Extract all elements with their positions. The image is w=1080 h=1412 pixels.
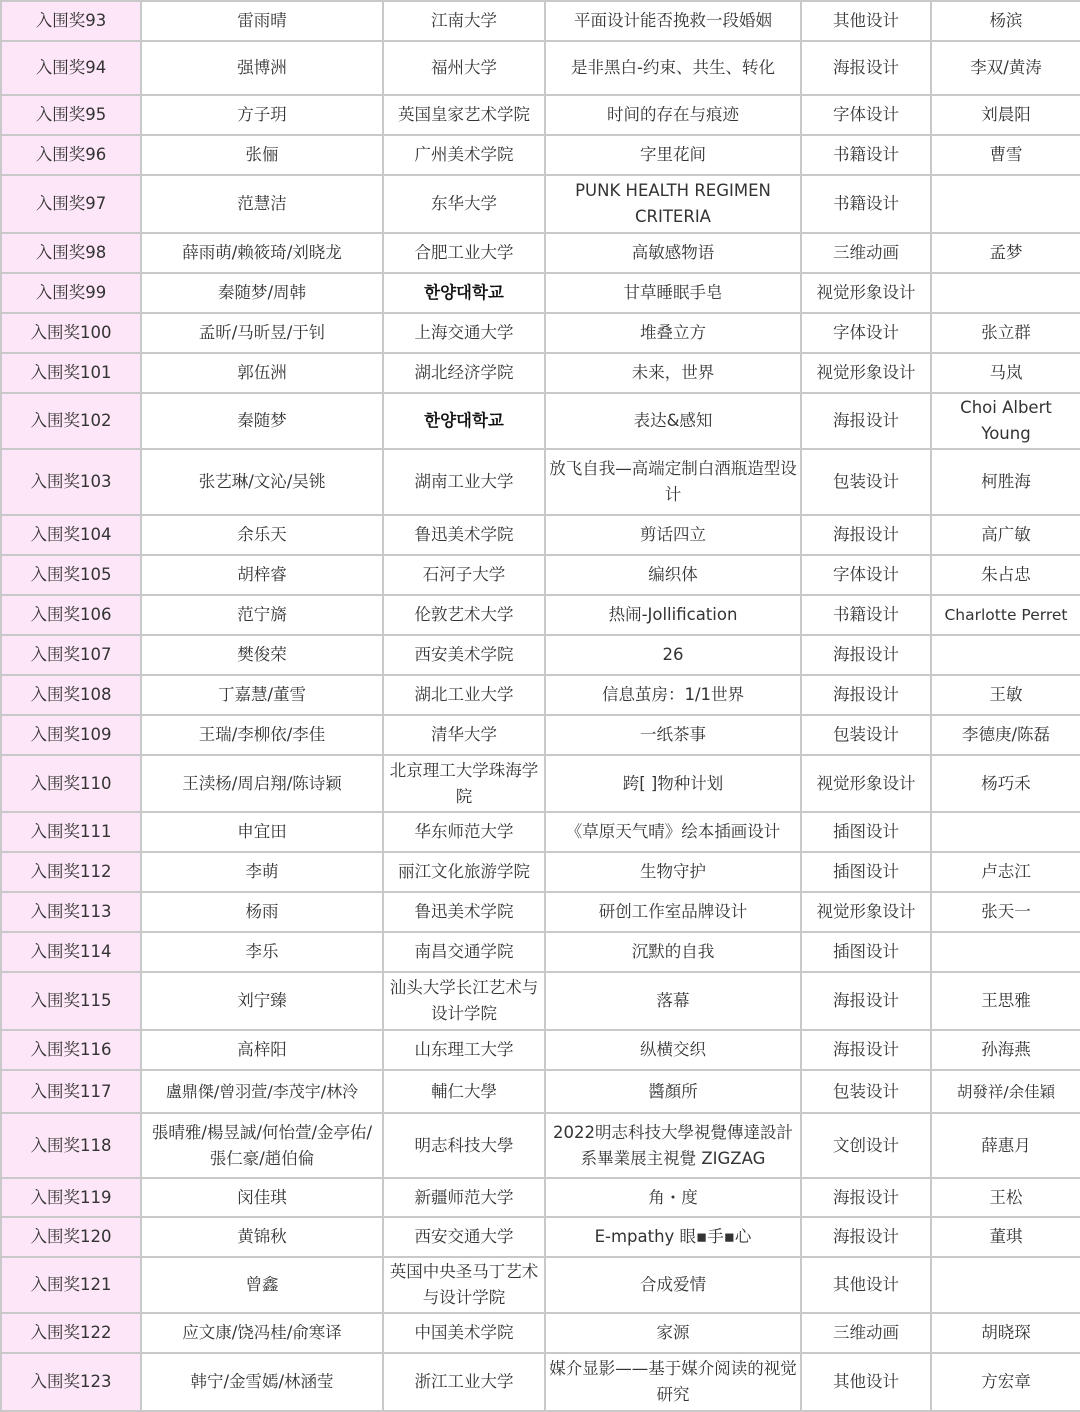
work-title-cell: 跨[ ]物种计划 — [545, 755, 801, 812]
advisor-cell — [931, 635, 1080, 675]
category-cell: 其他设计 — [801, 1, 931, 41]
authors-cell: 刘宁臻 — [141, 972, 383, 1030]
school-cell: 英国皇家艺术学院 — [383, 95, 545, 135]
award-cell: 入围奖110 — [1, 755, 141, 812]
advisor-cell: 张天一 — [931, 892, 1080, 932]
school-cell: 中国美术学院 — [383, 1313, 545, 1353]
award-cell: 入围奖100 — [1, 313, 141, 353]
work-title-cell: 时间的存在与痕迹 — [545, 95, 801, 135]
work-title-cell: 字里花间 — [545, 135, 801, 175]
authors-cell: 郭伍洲 — [141, 353, 383, 393]
authors-cell: 张艺琳/文沁/吴铫 — [141, 449, 383, 515]
authors-cell: 强博洲 — [141, 41, 383, 95]
school-cell: 한양대학교 — [383, 393, 545, 449]
authors-cell: 樊俊荣 — [141, 635, 383, 675]
authors-cell: 王渎杨/周启翔/陈诗颖 — [141, 755, 383, 812]
work-title-cell: 媒介显影——基于媒介阅读的视觉研究 — [545, 1353, 801, 1411]
authors-cell: 方子玥 — [141, 95, 383, 135]
table-row — [1, 635, 1080, 675]
award-cell: 入围奖105 — [1, 555, 141, 595]
school-cell: 湖北经济学院 — [383, 353, 545, 393]
school-cell: 上海交通大学 — [383, 313, 545, 353]
work-title-cell: 家源 — [545, 1313, 801, 1353]
school-cell: 汕头大学长江艺术与设计学院 — [383, 972, 545, 1030]
school-cell: 南昌交通学院 — [383, 932, 545, 972]
school-cell: 西安美术学院 — [383, 635, 545, 675]
table-row — [1, 595, 1080, 635]
award-cell: 入围奖109 — [1, 715, 141, 755]
authors-cell: 盧鼎傑/曾羽萱/李茂宇/林泠 — [141, 1070, 383, 1113]
category-cell: 海报设计 — [801, 1178, 931, 1217]
school-cell: 輔仁大學 — [383, 1070, 545, 1113]
table-row — [1, 1, 1080, 41]
award-cell: 入围奖99 — [1, 273, 141, 313]
work-title-cell: 平面设计能否挽救一段婚姻 — [545, 1, 801, 41]
school-cell: 东华大学 — [383, 175, 545, 233]
work-title-cell: 未来，世界 — [545, 353, 801, 393]
advisor-cell: 薛惠月 — [931, 1113, 1080, 1178]
work-title-cell: 落幕 — [545, 972, 801, 1030]
category-cell: 字体设计 — [801, 95, 931, 135]
work-title-cell: PUNK HEALTH REGIMEN CRITERIA — [545, 175, 801, 233]
category-cell: 三维动画 — [801, 233, 931, 273]
award-cell: 入围奖102 — [1, 393, 141, 449]
table-row — [1, 675, 1080, 715]
award-cell: 入围奖115 — [1, 972, 141, 1030]
authors-cell: 黄锦秋 — [141, 1217, 383, 1257]
school-cell: 华东师范大学 — [383, 812, 545, 852]
advisor-cell — [931, 273, 1080, 313]
school-cell: 英国中央圣马丁艺术与设计学院 — [383, 1257, 545, 1313]
table-row — [1, 852, 1080, 892]
category-cell: 视觉形象设计 — [801, 892, 931, 932]
award-cell: 入围奖123 — [1, 1353, 141, 1411]
school-cell: 鲁迅美术学院 — [383, 892, 545, 932]
school-cell: 鲁迅美术学院 — [383, 515, 545, 555]
table-row — [1, 1070, 1080, 1113]
table-row — [1, 932, 1080, 972]
authors-cell: 秦随梦 — [141, 393, 383, 449]
authors-cell: 杨雨 — [141, 892, 383, 932]
advisor-cell: 董琪 — [931, 1217, 1080, 1257]
work-title-cell: 合成爱情 — [545, 1257, 801, 1313]
work-title-cell: 热闹-Jollification — [545, 595, 801, 635]
work-title-cell: 角・度 — [545, 1178, 801, 1217]
authors-cell: 李乐 — [141, 932, 383, 972]
authors-cell: 胡梓睿 — [141, 555, 383, 595]
work-title-cell: 生物守护 — [545, 852, 801, 892]
advisor-cell: 朱占忠 — [931, 555, 1080, 595]
authors-cell: 雷雨晴 — [141, 1, 383, 41]
table-row — [1, 972, 1080, 1030]
category-cell: 视觉形象设计 — [801, 755, 931, 812]
school-cell: 石河子大学 — [383, 555, 545, 595]
category-cell: 插图设计 — [801, 812, 931, 852]
award-cell: 入围奖106 — [1, 595, 141, 635]
work-title-cell: 甘草睡眠手皂 — [545, 273, 801, 313]
school-cell: 合肥工业大学 — [383, 233, 545, 273]
work-title-cell: E-mpathy 眼▪手▪心 — [545, 1217, 801, 1257]
category-cell: 视觉形象设计 — [801, 273, 931, 313]
award-cell: 入围奖98 — [1, 233, 141, 273]
category-cell: 字体设计 — [801, 313, 931, 353]
authors-cell: 范慧洁 — [141, 175, 383, 233]
advisor-cell: 王敏 — [931, 675, 1080, 715]
work-title-cell: 研创工作室品牌设计 — [545, 892, 801, 932]
table-row — [1, 1353, 1080, 1411]
table-row — [1, 555, 1080, 595]
school-cell: 伦敦艺术大学 — [383, 595, 545, 635]
advisor-cell: 孟梦 — [931, 233, 1080, 273]
award-cell: 入围奖111 — [1, 812, 141, 852]
work-title-cell: 堆叠立方 — [545, 313, 801, 353]
advisor-cell: 杨巧禾 — [931, 755, 1080, 812]
advisor-cell: Charlotte Perret — [931, 595, 1080, 635]
table-row — [1, 393, 1080, 449]
award-cell: 入围奖93 — [1, 1, 141, 41]
table-row — [1, 1217, 1080, 1257]
category-cell: 书籍设计 — [801, 595, 931, 635]
table-row — [1, 1113, 1080, 1178]
category-cell: 海报设计 — [801, 675, 931, 715]
advisor-cell: 曹雪 — [931, 135, 1080, 175]
authors-cell: 余乐天 — [141, 515, 383, 555]
advisor-cell: 张立群 — [931, 313, 1080, 353]
advisor-cell — [931, 932, 1080, 972]
authors-cell: 丁嘉慧/董雪 — [141, 675, 383, 715]
award-cell: 入围奖104 — [1, 515, 141, 555]
advisor-cell: 李德庚/陈磊 — [931, 715, 1080, 755]
authors-cell: 王瑞/李柳依/李佳 — [141, 715, 383, 755]
award-cell: 入围奖97 — [1, 175, 141, 233]
table-row — [1, 1178, 1080, 1217]
authors-cell: 申宜田 — [141, 812, 383, 852]
school-cell: 湖南工业大学 — [383, 449, 545, 515]
work-title-cell: 编织体 — [545, 555, 801, 595]
table-row — [1, 812, 1080, 852]
category-cell: 海报设计 — [801, 635, 931, 675]
table-row — [1, 1030, 1080, 1070]
award-cell: 入围奖103 — [1, 449, 141, 515]
table-row — [1, 135, 1080, 175]
authors-cell: 高梓阳 — [141, 1030, 383, 1070]
award-cell: 入围奖117 — [1, 1070, 141, 1113]
advisor-cell: 高广敏 — [931, 515, 1080, 555]
school-cell: 明志科技大學 — [383, 1113, 545, 1178]
authors-cell: 韩宁/金雪嫣/林涵莹 — [141, 1353, 383, 1411]
category-cell: 海报设计 — [801, 393, 931, 449]
advisor-cell — [931, 1257, 1080, 1313]
award-cell: 入围奖107 — [1, 635, 141, 675]
award-cell: 入围奖119 — [1, 1178, 141, 1217]
authors-cell: 張晴雅/楊昱誠/何怡萱/金亭佑/張仁豪/趙伯倫 — [141, 1113, 383, 1178]
table-row — [1, 449, 1080, 515]
category-cell: 视觉形象设计 — [801, 353, 931, 393]
advisor-cell: 王思雅 — [931, 972, 1080, 1030]
category-cell: 字体设计 — [801, 555, 931, 595]
category-cell: 三维动画 — [801, 1313, 931, 1353]
table-row — [1, 515, 1080, 555]
work-title-cell: 一纸茶事 — [545, 715, 801, 755]
category-cell: 海报设计 — [801, 41, 931, 95]
work-title-cell: 剪话四立 — [545, 515, 801, 555]
category-cell: 包装设计 — [801, 715, 931, 755]
table-row — [1, 313, 1080, 353]
work-title-cell: 信息茧房：1/1世界 — [545, 675, 801, 715]
advisor-cell — [931, 812, 1080, 852]
work-title-cell: 高敏感物语 — [545, 233, 801, 273]
award-cell: 入围奖122 — [1, 1313, 141, 1353]
table-row — [1, 95, 1080, 135]
advisor-cell: 刘晨阳 — [931, 95, 1080, 135]
table-row — [1, 353, 1080, 393]
category-cell: 其他设计 — [801, 1353, 931, 1411]
category-cell: 插图设计 — [801, 932, 931, 972]
award-cell: 入围奖95 — [1, 95, 141, 135]
award-cell: 入围奖116 — [1, 1030, 141, 1070]
category-cell: 书籍设计 — [801, 135, 931, 175]
category-cell: 插图设计 — [801, 852, 931, 892]
table-row — [1, 755, 1080, 812]
advisor-cell: 孙海燕 — [931, 1030, 1080, 1070]
work-title-cell: 醬顏所 — [545, 1070, 801, 1113]
category-cell: 海报设计 — [801, 515, 931, 555]
authors-cell: 李萌 — [141, 852, 383, 892]
category-cell: 海报设计 — [801, 1030, 931, 1070]
award-cell: 入围奖101 — [1, 353, 141, 393]
advisor-cell: 李双/黄涛 — [931, 41, 1080, 95]
school-cell: 新疆师范大学 — [383, 1178, 545, 1217]
category-cell: 书籍设计 — [801, 175, 931, 233]
work-title-cell: 是非黑白-约束、共生、转化 — [545, 41, 801, 95]
work-title-cell: 《草原天气晴》绘本插画设计 — [545, 812, 801, 852]
authors-cell: 孟昕/马昕昱/于钊 — [141, 313, 383, 353]
work-title-cell: 表达&感知 — [545, 393, 801, 449]
work-title-cell: 纵横交织 — [545, 1030, 801, 1070]
category-cell: 文创设计 — [801, 1113, 931, 1178]
school-cell: 北京理工大学珠海学院 — [383, 755, 545, 812]
authors-cell: 闵佳琪 — [141, 1178, 383, 1217]
advisor-cell: 杨滨 — [931, 1, 1080, 41]
award-cell: 入围奖121 — [1, 1257, 141, 1313]
table-row — [1, 715, 1080, 755]
school-cell: 江南大学 — [383, 1, 545, 41]
school-cell: 福州大学 — [383, 41, 545, 95]
authors-cell: 应文康/饶冯桂/俞寒译 — [141, 1313, 383, 1353]
table-row — [1, 273, 1080, 313]
award-cell: 入围奖96 — [1, 135, 141, 175]
advisor-cell: 马岚 — [931, 353, 1080, 393]
advisor-cell: 卢志江 — [931, 852, 1080, 892]
table-row — [1, 233, 1080, 273]
advisor-cell: 柯胜海 — [931, 449, 1080, 515]
school-cell: 浙江工业大学 — [383, 1353, 545, 1411]
school-cell: 湖北工业大学 — [383, 675, 545, 715]
table-row — [1, 1313, 1080, 1353]
award-cell: 入围奖120 — [1, 1217, 141, 1257]
authors-cell: 秦随梦/周韩 — [141, 273, 383, 313]
work-title-cell: 26 — [545, 635, 801, 675]
award-table-body — [1, 1, 1080, 1411]
advisor-cell — [931, 175, 1080, 233]
award-cell: 入围奖112 — [1, 852, 141, 892]
advisor-cell: 王松 — [931, 1178, 1080, 1217]
advisor-cell: 胡發祥/余佳穎 — [931, 1070, 1080, 1113]
work-title-cell: 沉默的自我 — [545, 932, 801, 972]
school-cell: 清华大学 — [383, 715, 545, 755]
school-cell: 山东理工大学 — [383, 1030, 545, 1070]
category-cell: 包装设计 — [801, 449, 931, 515]
award-cell: 入围奖94 — [1, 41, 141, 95]
school-cell: 西安交通大学 — [383, 1217, 545, 1257]
advisor-cell: 胡晓琛 — [931, 1313, 1080, 1353]
work-title-cell: 放飞自我—高端定制白酒瓶造型设计 — [545, 449, 801, 515]
award-cell: 入围奖108 — [1, 675, 141, 715]
advisor-cell: Choi Albert Young — [931, 393, 1080, 449]
table-row — [1, 175, 1080, 233]
table-row — [1, 1257, 1080, 1313]
category-cell: 海报设计 — [801, 972, 931, 1030]
advisor-cell: 方宏章 — [931, 1353, 1080, 1411]
award-cell: 入围奖113 — [1, 892, 141, 932]
work-title-cell: 2022明志科技大學視覺傳達設計系畢業展主視覺 ZIGZAG — [545, 1113, 801, 1178]
authors-cell: 张俪 — [141, 135, 383, 175]
category-cell: 海报设计 — [801, 1217, 931, 1257]
school-cell: 한양대학교 — [383, 273, 545, 313]
school-cell: 丽江文化旅游学院 — [383, 852, 545, 892]
category-cell: 其他设计 — [801, 1257, 931, 1313]
school-cell: 广州美术学院 — [383, 135, 545, 175]
category-cell: 包装设计 — [801, 1070, 931, 1113]
table-row — [1, 41, 1080, 95]
authors-cell: 曾鑫 — [141, 1257, 383, 1313]
authors-cell: 范宁旖 — [141, 595, 383, 635]
table-row — [1, 892, 1080, 932]
award-cell: 入围奖114 — [1, 932, 141, 972]
award-cell: 入围奖118 — [1, 1113, 141, 1178]
authors-cell: 薛雨萌/赖筱琦/刘晓龙 — [141, 233, 383, 273]
